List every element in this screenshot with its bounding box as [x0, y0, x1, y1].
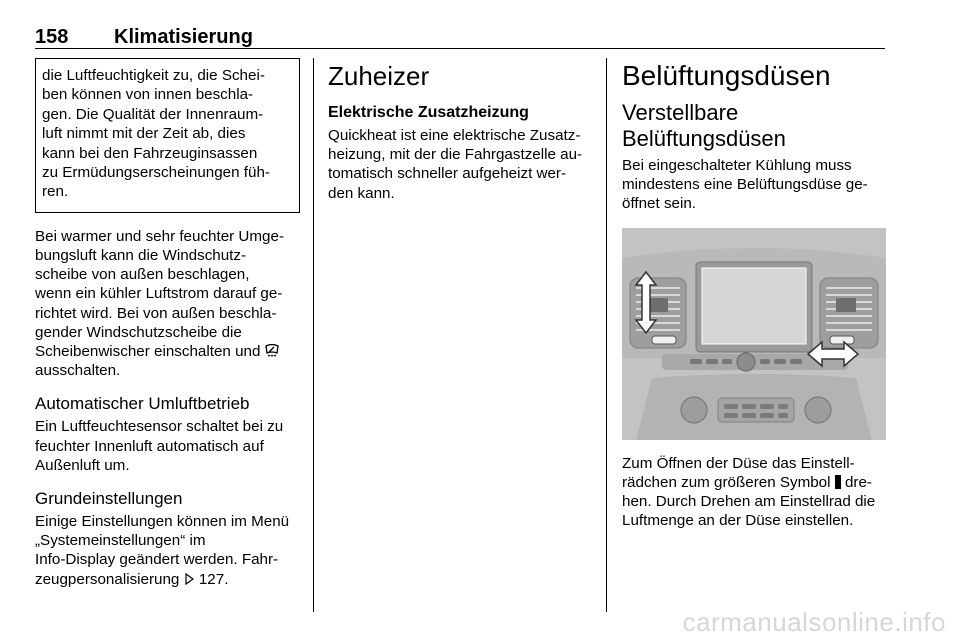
- page-reference-link[interactable]: 127.: [198, 570, 229, 588]
- page-header: [35, 8, 885, 49]
- subheading-adjustable-vents: Verstellbare Belüftungsdüsen: [622, 100, 786, 151]
- paragraph-open-vent: Zum Öffnen der Düse das Einstell- rädchen zum größeren Symbol dre- hen. Durch Drehen am Einstellrad die Luftmenge an der Düse einstellen.: [622, 454, 876, 530]
- info-display: [696, 262, 812, 352]
- column-divider: [606, 58, 607, 612]
- paragraph-fogging: Bei warmer und sehr feuchter Umge- bungsluft kann die Windschutz- scheibe von außen beschlagen, wenn ein kühler Luftstrom darauf ge- richtet wird. Bei von außen beschla- gender Windschutzscheibe die Scheibenwischer einschalten und ausschalten.: [35, 227, 285, 380]
- heading-auto-recirculation: Automatischer Umluftbetrieb: [35, 394, 250, 414]
- page-number: 158: [35, 26, 69, 48]
- right-vent: [820, 278, 878, 348]
- heading-air-vents: Belüftungsdüsen: [622, 60, 831, 91]
- continued-note-box: [35, 58, 300, 213]
- watermark-logo: carmanualsonline.info: [682, 607, 946, 637]
- dashboard-illustration-svg: [622, 228, 886, 440]
- column-middle: [328, 58, 590, 203]
- paragraph-quickheat: Quickheat ist eine elektrische Zusatz- heizung, mit der die Fahrgastzelle au- tomatisch schneller aufgeheizt wer- den kann.: [328, 127, 583, 202]
- paragraph-auto-recirculation: Ein Luftfeuchtesensor schaltet bei zu feuchter Innenluft automatisch auf Außenluft um.: [35, 418, 284, 474]
- page-reference-icon: [184, 573, 195, 585]
- paragraph-vent-intro: Bei eingeschalteter Kühlung muss mindestens eine Belüftungsdüse ge- öffnet sein.: [622, 157, 868, 213]
- note-text: die Luftfeuchtigkeit zu, die Schei- ben können von innen beschla- gen. Die Qualität der Innenraum- luft nimmt mit der Zeit ab, dies kann bei den Fahrzeuginsassen zu Ermüdungserscheinungen füh- ren.: [42, 67, 270, 201]
- column-divider: [313, 58, 314, 612]
- dashboard-vents-illustration: [622, 228, 886, 440]
- windshield-wiper-icon: [265, 344, 279, 358]
- paragraph-basic-settings: Einige Einstellungen können im Menü „Systemeinstellungen“ im Info-Display geändert werden. Fahr- zeugpersonalisierung 127.: [35, 513, 290, 588]
- column-left: [35, 58, 300, 589]
- heading-auxiliary-heater: Zuheizer: [328, 61, 430, 91]
- chapter-title: Klimatisierung: [114, 26, 253, 48]
- heading-basic-settings: Grundeinstellungen: [35, 489, 183, 509]
- column-right: [622, 58, 886, 530]
- subheading-electric-heater: Elektrische Zusatzheizung: [328, 104, 529, 121]
- left-vent: [630, 278, 686, 348]
- vent-open-symbol-icon: [835, 475, 841, 489]
